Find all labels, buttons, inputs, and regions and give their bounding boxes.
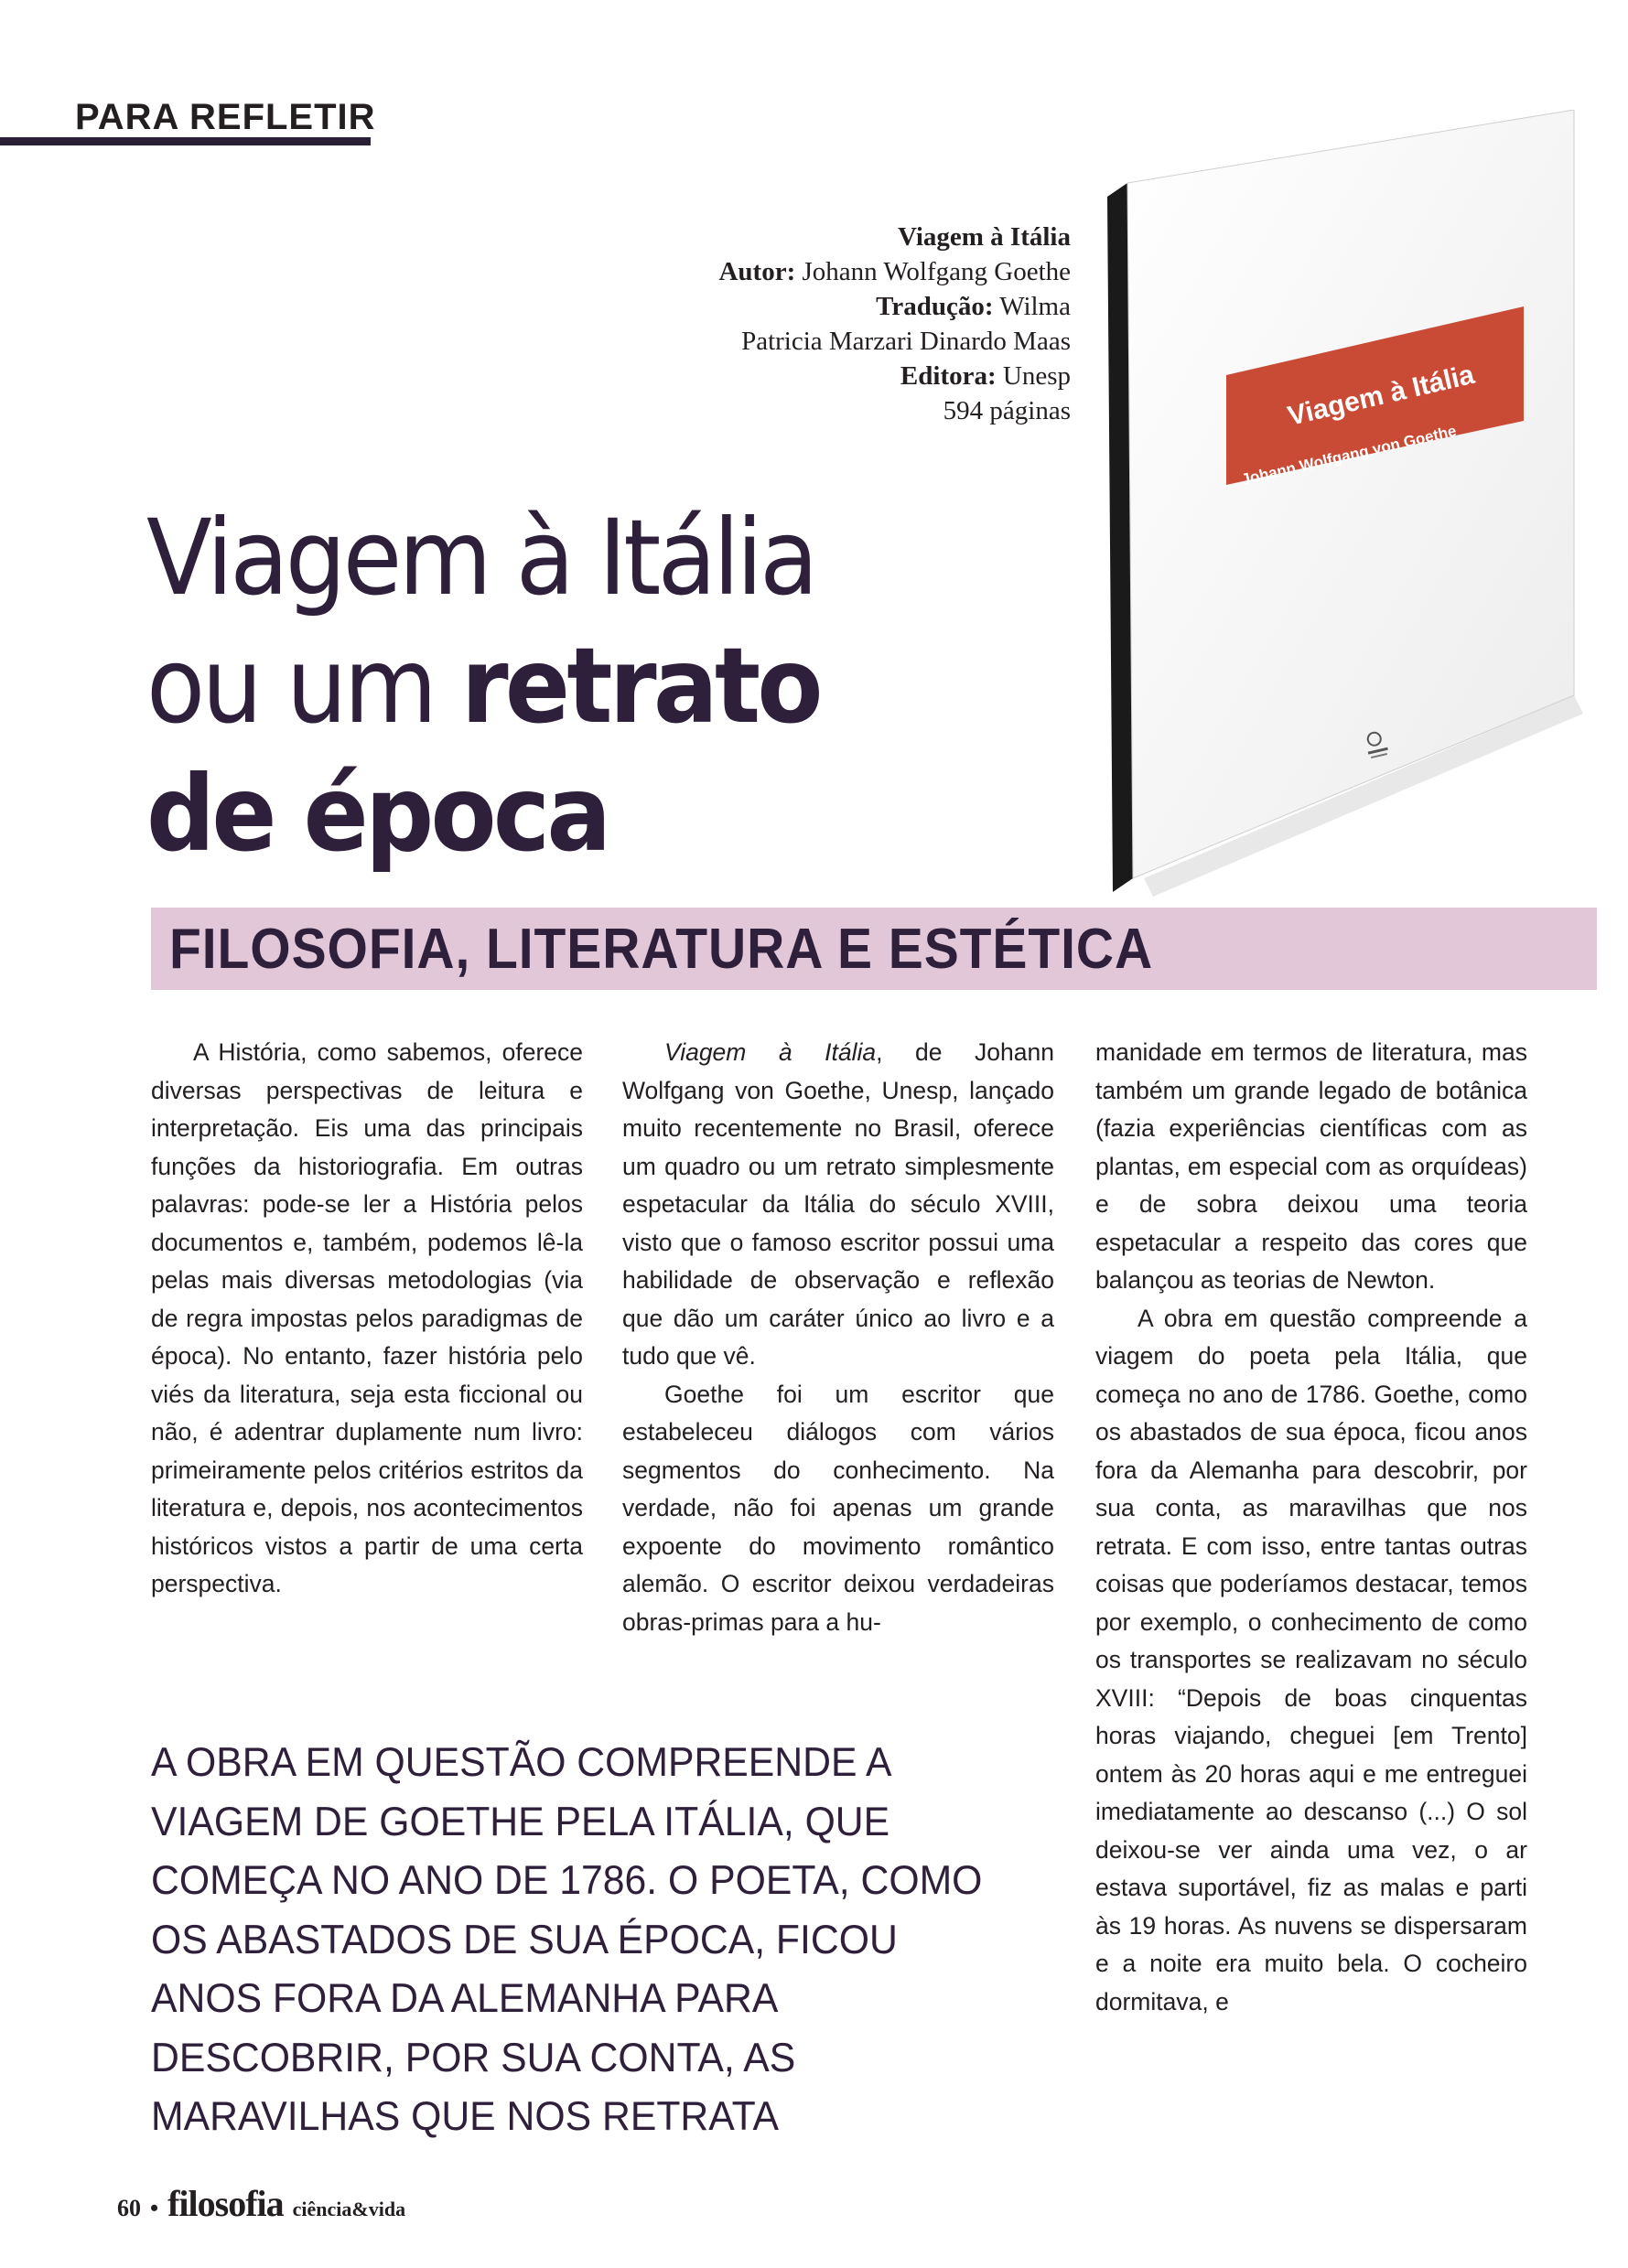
magazine-name: filosofia [167,2183,284,2224]
book-info [641,220,1071,428]
book-info-publisher: Editora: Unesp [900,361,1071,391]
book-cover-author: Johann Wolfgang von Goethe [1239,422,1459,489]
book-info-translation-cont: Patricia Marzari Dinardo Maas [741,327,1071,356]
book-info-pages: 594 páginas [943,396,1071,425]
subheading: FILOSOFIA, LITERATURA E ESTÉTICA [169,918,1154,981]
book-cover-title: Viagem à Itália [1285,359,1478,432]
paragraph: manidade em termos de literatura, mas também um grande legado de botânica (fazia experiências científicas com as plantas, em especial com as orquídeas) e de sobra deixou uma teoria espetacular a respeito das cores que balançou as teorias de Newton. [1095,1038,1527,1294]
book-cover-image [1107,110,1583,897]
headline-line3: de época [146,753,609,875]
paragraph: A obra em questão compreende a viagem do poeta pela Itália, que começa no ano de 1786. Goethe, como os abastados de sua época, ficou anos fora da Alemanha para descobrir, por sua conta, as maravilhas que nos retrata. E com isso, entre tantas outras coisas que poderíamos destacar, temos por exemplo, o conhecimento de como os transportes se realizavam no século XVIII: “Depois de boas cinquentas horas viajando, cheguei [em Trento] ontem às 20 horas aqui e me entreguei imediatamente ao descanso (...) O sol deixou-se ver ainda uma vez, o ar estava suportável, fiz as malas e parti às 19 horas. As nuvens se dispersaram e a noite era muito bela. O cocheiro dormitava, e [1095,1304,1527,2015]
headline [146,494,820,878]
headline-line2-light: ou um [146,625,461,747]
book-info-author: Autor: Johann Wolfgang Goethe [718,257,1071,286]
article-column-2 [622,1034,1054,1641]
paragraph: Viagem à Itália, de Johann Wolfgang von Goethe, Unesp, lançado muito recentemente no Brasil, oferece um quadro ou um retrato simplesmente espetacular da Itália do século XVIII, visto que o famoso escritor possui uma habilidade de observação e reflexão que dão um caráter único ao livro e a tudo que vê. [622,1038,1054,1370]
paragraph: Goethe foi um escritor que estabeleceu diálogos com vários segmentos do conhecimento. Na verdade, não foi apenas um grande expoente do movimento romântico alemão. O escritor deixou verdadeiras obras-primas para a hu- [622,1380,1054,1636]
paragraph: A História, como sabemos, oferece diversas perspectivas de leitura e interpretação. Eis uma das principais funções da historiografia. Em outras palavras: pode-se ler a História pelos documentos e, também, podemos lê-la pelas mais diversas metodologias (via de regra impostas pelos paradigmas de época). No entanto, fazer história pelo viés da literatura, seja esta ficcional ou não, é adentrar duplamente num livro: primeiramente pelos critérios estritos da literatura e, depois, nos acontecimentos históricos vistos a partir de uma certa perspectiva. [151,1038,583,1597]
page-footer [117,2182,405,2225]
book-info-title: Viagem à Itália [897,222,1071,252]
magazine-subtitle: ciência&vida [292,2198,406,2220]
article-column-3 [1095,1034,1527,2021]
headline-line1: Viagem à Itália [146,497,815,618]
headline-line2-bold: retrato [460,625,820,747]
book-info-translation: Tradução: Wilma [876,292,1071,321]
section-rule [0,137,371,145]
page-number: 60 [117,2195,141,2221]
section-label: PARA REFLETIR [75,97,376,137]
article-column-1 [151,1034,583,1604]
pull-quote: A OBRA EM QUESTÃO COMPREENDE A VIAGEM DE GOETHE PELA ITÁLIA, QUE COMEÇA NO ANO DE 1786. O POETA, COMO OS ABASTADOS DE SUA ÉPOCA, FICOU ANOS FORA DA ALEMANHA PARA DESCOBRIR, POR SUA CONTA, AS MARAVILHAS QUE NOS RETRATA [151,1740,983,2139]
book-cover [1107,110,1583,897]
footer-separator: • [150,2195,159,2221]
